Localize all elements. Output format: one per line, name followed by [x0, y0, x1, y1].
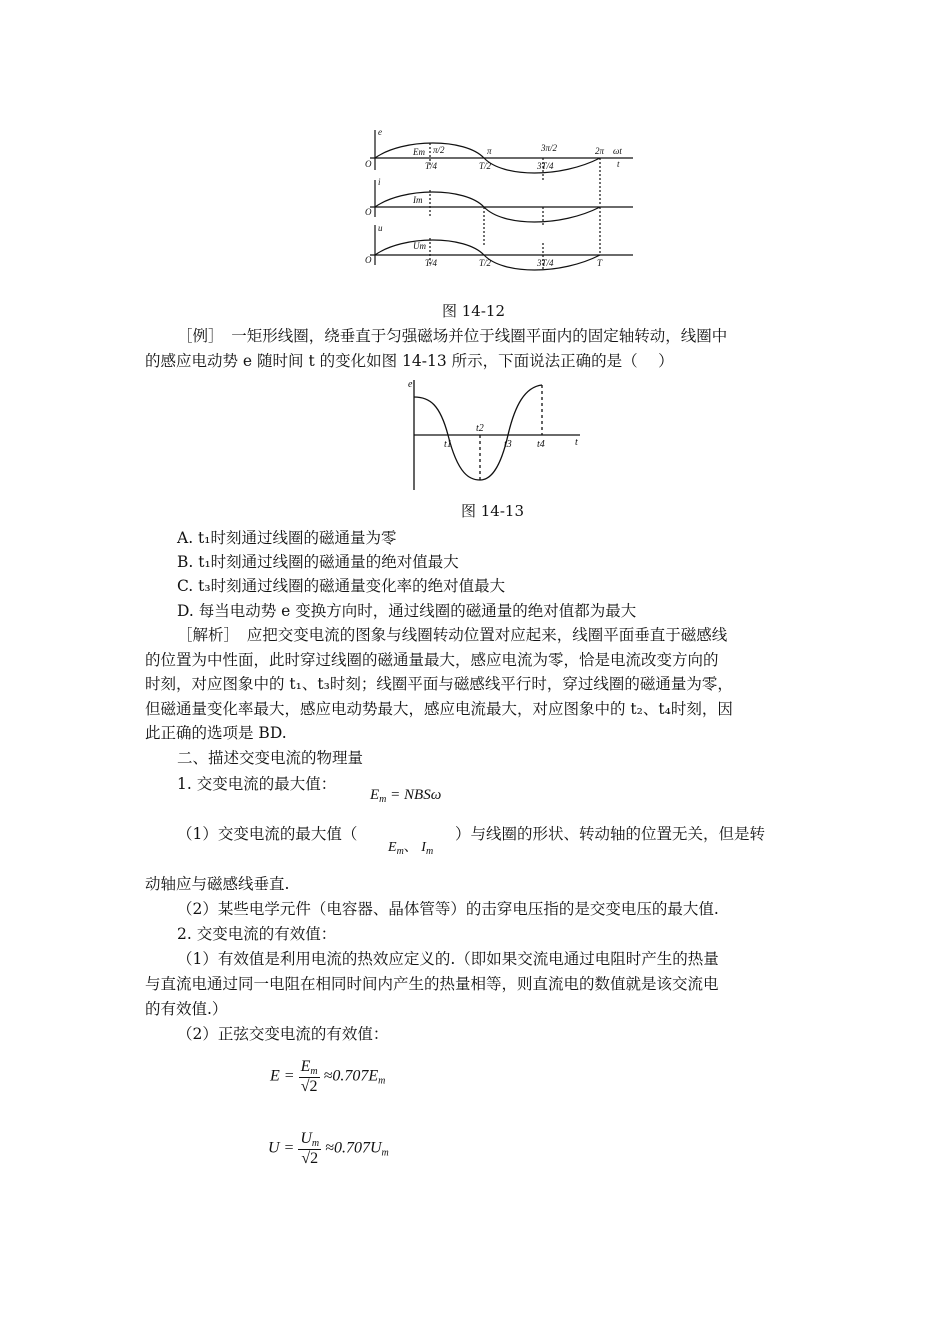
p1-b: ）与线圈的形状、转动轴的位置无关，但是转 — [455, 825, 766, 843]
fig12-3pi-half: 3π/2 — [541, 143, 558, 153]
fig12-T4-b: T/4 — [425, 258, 438, 268]
figure-14-13 — [400, 375, 590, 493]
fig13-y-label: e — [408, 379, 413, 390]
formula-effective-E: E = $\frac{E_m}{√2}$ $\approx 0.707E_m$ — [270, 1058, 386, 1095]
p2: （2）某些电学元件（电容器、晶体管等）的击穿电压指的是交变电压的最大值. — [177, 900, 719, 918]
fig13-caption: 图 14-13 — [461, 502, 525, 520]
example-line-1: ［例］ 一矩形线圈，绕垂直于匀强磁场并位于线圈平面内的固定轴转动，线圈中 — [177, 327, 728, 345]
fig12-omega-t: ωt — [613, 146, 622, 156]
item-2: 2. 交变电流的有效值： — [177, 925, 337, 943]
fig12-T4: T/4 — [425, 161, 438, 171]
fig12-pi-half: π/2 — [433, 145, 445, 155]
fig12-T2-b: T/2 — [479, 258, 492, 268]
fig12-amp-e: Em — [413, 147, 425, 157]
figure-14-12 — [355, 125, 635, 275]
fig12-t: t — [617, 159, 620, 169]
item-1: 1. 交变电流的最大值： — [177, 775, 337, 793]
p1-symbols: $E_m$、 $I_m$ — [388, 840, 434, 857]
fig13-t2: t2 — [476, 423, 484, 434]
fig12-3T4-b: 3T/4 — [537, 258, 554, 268]
fig13-x-label: t — [575, 437, 578, 448]
option-c: C. t₃时刻通过线圈的磁通量变化率的绝对值最大 — [177, 577, 506, 595]
fig12-axis-i: i — [378, 177, 381, 187]
option-a: A. t₁时刻通过线圈的磁通量为零 — [177, 529, 397, 547]
p1-a: （1）交变电流的最大值（ — [177, 825, 358, 843]
fig12-pi: π — [487, 146, 492, 156]
fig12-amp-i: Im — [413, 195, 423, 205]
formula-effective-U: U = $\frac{U_m}{√2}$ $\approx 0.707U_m$ — [268, 1130, 389, 1167]
section-heading: 二、描述交变电流的物理量 — [177, 749, 364, 767]
fig12-amp-u: Um — [413, 241, 426, 251]
fig12-origin-2: O — [365, 207, 372, 217]
analysis-line-2: 的位置为中性面，此时穿过线圈的磁通量最大，感应电流为零，恰是电流改变方向的 — [145, 651, 719, 669]
fig12-3T4: 3T/4 — [537, 161, 554, 171]
e1-c: 的有效值.） — [145, 1000, 228, 1018]
example-line-2: 的感应电动势 e 随时间 t 的变化如图 14-13 所示，下面说法正确的是（ ） — [145, 352, 674, 370]
fig12-origin-3: O — [365, 255, 372, 265]
p1-c: 动轴应与磁感线垂直. — [145, 875, 290, 893]
analysis-line-3: 时刻，对应图象中的 t₁、t₃时刻；线圈平面与磁感线平行时，穿过线圈的磁通量为零， — [145, 675, 733, 693]
e1-b: 与直流电通过同一电阻在相同时间内产生的热量相等，则直流电的数值就是该交流电 — [145, 975, 719, 993]
fig12-T2: T/2 — [479, 161, 492, 171]
e1-a: （1）有效值是利用电流的热效应定义的.（即如果交流电通过电阻时产生的热量 — [177, 950, 719, 968]
formula-max: $E_m = NBS\omega$ — [370, 787, 442, 805]
analysis-line-5: 此正确的选项是 BD. — [145, 724, 287, 742]
fig13-t3: t3 — [504, 439, 512, 450]
fig12-2pi: 2π — [595, 146, 605, 156]
analysis-line-4: 但磁通量变化率最大，感应电动势最大，感应电流最大，对应图象中的 t₂、t₄时刻，因 — [145, 700, 733, 718]
fig13-t4: t4 — [537, 439, 545, 450]
fig12-axis-e: e — [378, 127, 382, 137]
fig12-origin-1: O — [365, 159, 372, 169]
fig13-t1: t1 — [444, 439, 452, 450]
fig12-caption: 图 14-12 — [442, 302, 506, 320]
fig12-axis-u: u — [378, 223, 383, 233]
option-b: B. t₁时刻通过线圈的磁通量的绝对值最大 — [177, 553, 459, 571]
analysis-line-1: ［解析］ 应把交变电流的图象与线圈转动位置对应起来，线圈平面垂直于磁感线 — [177, 626, 728, 644]
fig12-T-b: T — [597, 258, 603, 268]
e2: （2）正弦交变电流的有效值： — [177, 1025, 389, 1043]
option-d: D. 每当电动势 e 变换方向时，通过线圈的磁通量的绝对值都为最大 — [177, 602, 637, 620]
